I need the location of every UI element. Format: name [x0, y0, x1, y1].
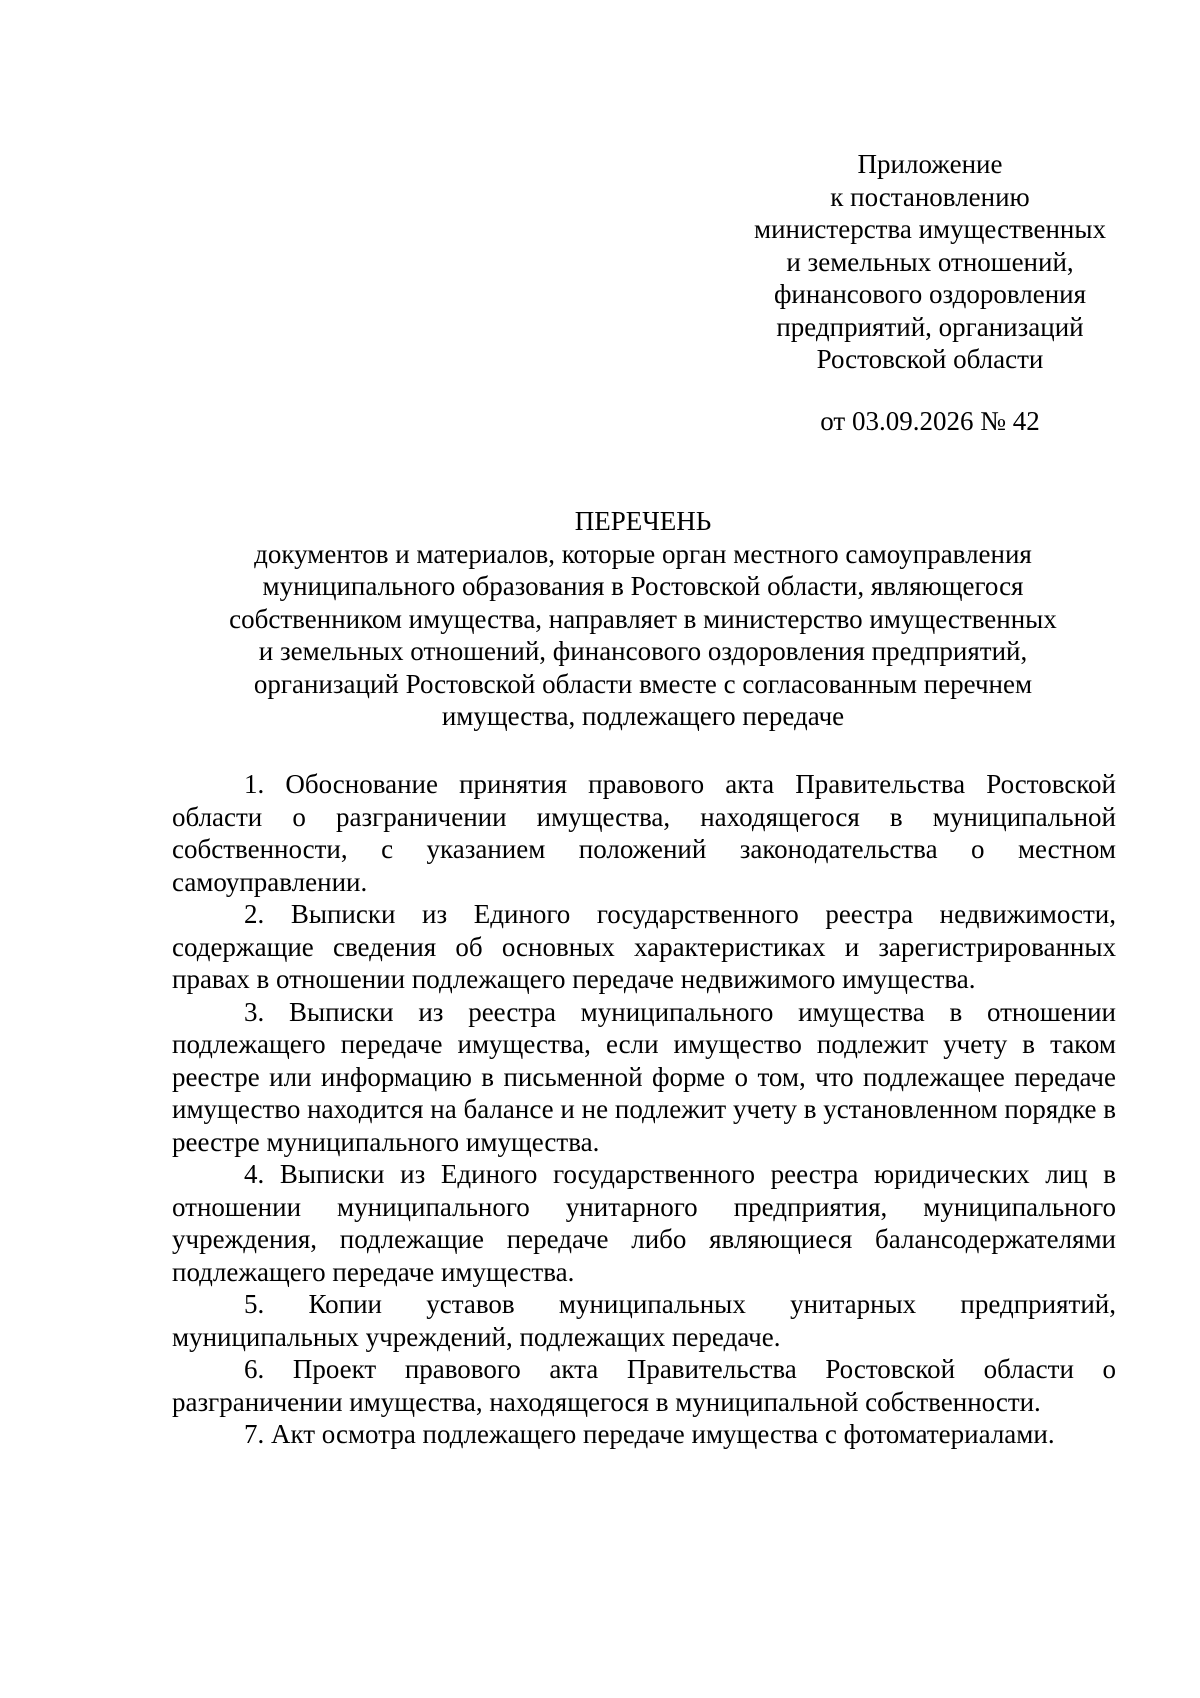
appendix-line: финансового оздоровления [773, 279, 1087, 309]
list-item: 2. Выписки из Единого государственного реестра недвижимости, содержащие сведения об основных характеристиках и зарегистрированных правах в отношении подлежащего передаче недвижимого имущества. [172, 899, 1116, 994]
list-item: 6. Проект правового акта Правительства Ростовской области о разграничении имущества, находящегося в муниципальной собственности. [172, 1354, 1116, 1417]
appendix-line: предприятий, организаций [776, 311, 1084, 342]
document-subtitle-line: организаций Ростовской области вместе с согласованным перечнем [253, 668, 1033, 699]
document-subtitle-line: и земельных отношений, финансового оздоровления предприятий, [258, 636, 1028, 666]
document-title-block [170, 505, 1116, 733]
document-heading: ПЕРЕЧЕНЬ [574, 506, 712, 536]
list-item: 3. Выписки из реестра муниципального имущества в отношении подлежащего передаче имущества, если имущество подлежит учету в таком реестре или информацию в письменной форме о том, что подлежащее передаче имущество находится на балансе и не подлежит учету в установленном порядке в реестре муниципального имущества. [172, 996, 1116, 1157]
appendix-line: Приложение [857, 149, 1003, 179]
document-items-list [172, 768, 1116, 1451]
appendix-line: и земельных отношений, [786, 246, 1074, 277]
list-item: 4. Выписки из Единого государственного реестра юридических лиц в отношении муниципального унитарного предприятия, муниципального учреждения, подлежащие передаче либо являющиеся балансодержателями подлежащего передаче имущества. [172, 1159, 1116, 1287]
appendix-line: министерства имущественных [754, 214, 1106, 244]
document-subtitle-line: документов и материалов, которые орган местного самоуправления [254, 538, 1032, 569]
document-subtitle-line: муниципального образования в Ростовской области, являющегося [262, 571, 1024, 601]
document-subtitle-line: собственником имущества, направляет в министерство имущественных [229, 603, 1057, 634]
list-item: 1. Обоснование принятия правового акта Правительства Ростовской области о разграничении имущества, находящегося в муниципальной собственности, с указанием положений законодательства о местном самоуправлении. [172, 769, 1116, 897]
appendix-date-number: от 03.09.2026 № 42 [820, 405, 1040, 436]
list-item: 7. Акт осмотра подлежащего передаче имущества с фотоматериалами. [244, 1419, 1055, 1449]
appendix-line: к постановлению [830, 181, 1030, 212]
list-item: 5. Копии уставов муниципальных унитарных предприятий, муниципальных учреждений, подлежащих передаче. [172, 1289, 1116, 1352]
appendix-header [700, 148, 1160, 437]
appendix-line: Ростовской области [816, 344, 1044, 374]
document-subtitle-line: имущества, подлежащего передаче [441, 701, 845, 731]
